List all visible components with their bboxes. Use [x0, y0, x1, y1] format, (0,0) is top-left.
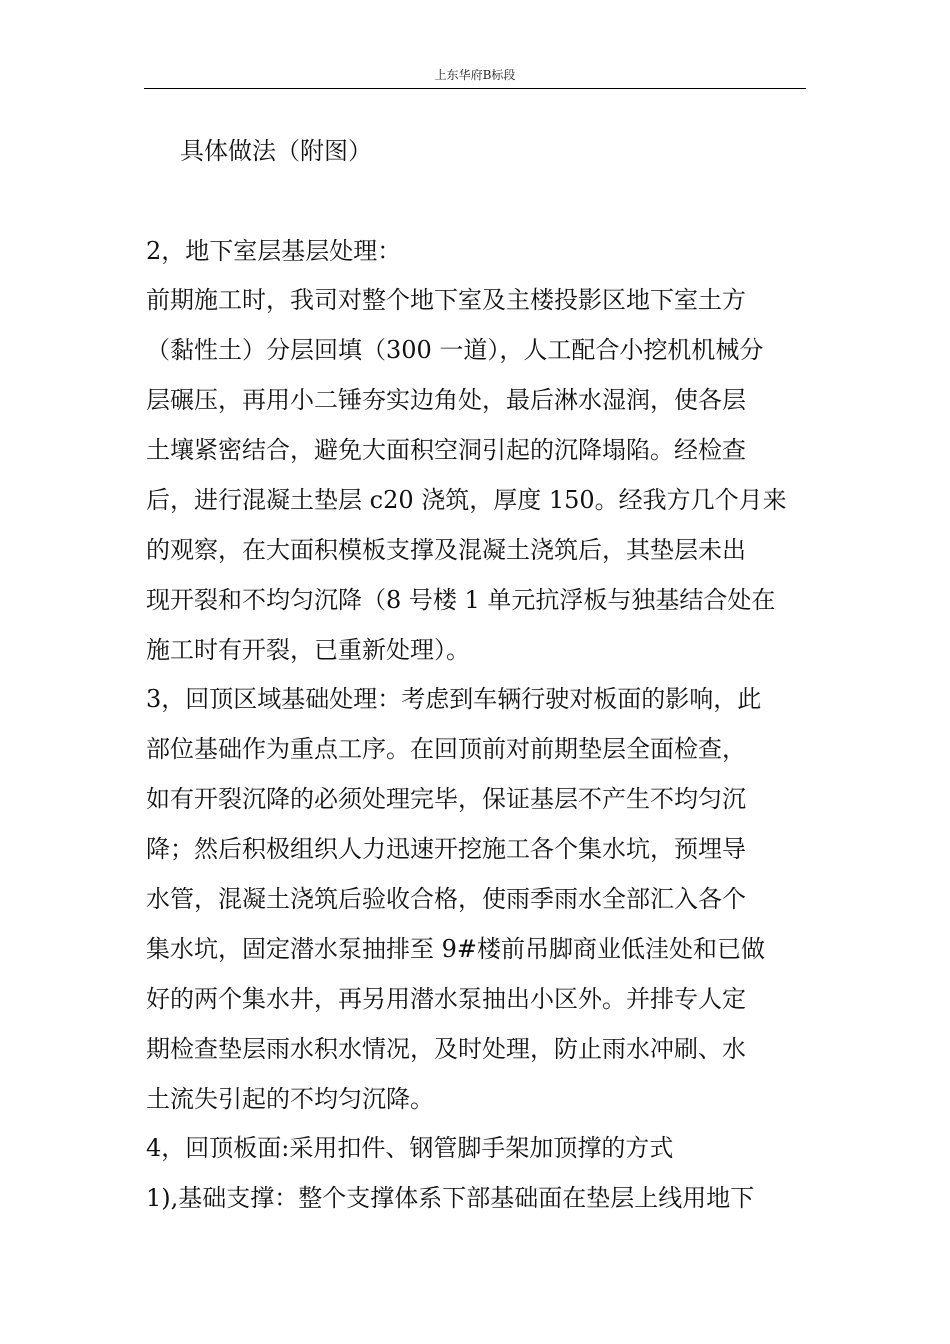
paragraph-line: 前期施工时，我司对整个地下室及主楼投影区地下室土方 — [146, 286, 746, 314]
paragraph-line: 部位基础作为重点工序。在回顶前对前期垫层全面检查， — [146, 735, 746, 763]
paragraph-line: 土流失引起的不均匀沉降。 — [146, 1085, 434, 1113]
section-2-heading: 2，地下室层基层处理： — [146, 237, 402, 265]
paragraph-line: 如有开裂沉降的必须处理完毕，保证基层不产生不均匀沉 — [146, 785, 746, 813]
paragraph-line: 的观察，在大面积模板支撑及混凝土浇筑后，其垫层未出 — [146, 536, 746, 564]
paragraph-line: 施工时有开裂，已重新处理）。 — [146, 636, 470, 664]
section-intro-line: 具体做法（附图） — [180, 137, 372, 165]
page-header: 上东华府B标段 — [144, 66, 806, 89]
paragraph-line: 水管，混凝土浇筑后验收合格，使雨季雨水全部汇入各个 — [146, 885, 746, 913]
paragraph-line: 期检查垫层雨水积水情况，及时处理，防止雨水冲刷、水 — [146, 1035, 746, 1063]
paragraph-line: 后，进行混凝土垫层 c20 浇筑，厚度 150。经我方几个月来 — [146, 486, 787, 514]
section-3-heading: 3，回顶区域基础处理：考虑到车辆行驶对板面的影响，此 — [146, 685, 762, 713]
paragraph-line: 降；然后积极组织人力迅速开挖施工各个集水坑，预埋导 — [146, 835, 746, 863]
paragraph-line: （黏性土）分层回填（300 一道），人工配合小挖机机械分 — [146, 336, 764, 364]
paragraph-line: 层碾压，再用小二锤夯实边角处，最后淋水湿润，使各层 — [146, 386, 746, 414]
paragraph-line: 好的两个集水井，再另用潜水泵抽出小区外。并排专人定 — [146, 985, 746, 1013]
paragraph-line: 现开裂和不均匀沉降（8 号楼 1 单元抗浮板与独基结合处在 — [146, 586, 776, 614]
section-4-heading: 4，回顶板面:采用扣件、钢管脚手架加顶撑的方式 — [146, 1134, 674, 1162]
subsection-1-line: 1),基础支撑：整个支撑体系下部基础面在垫层上线用地下 — [146, 1184, 755, 1212]
paragraph-line: 集水坑，固定潜水泵抽排至 9#楼前吊脚商业低洼处和已做 — [146, 935, 766, 963]
paragraph-line: 土壤紧密结合，避免大面积空洞引起的沉降塌陷。经检查 — [146, 436, 746, 464]
